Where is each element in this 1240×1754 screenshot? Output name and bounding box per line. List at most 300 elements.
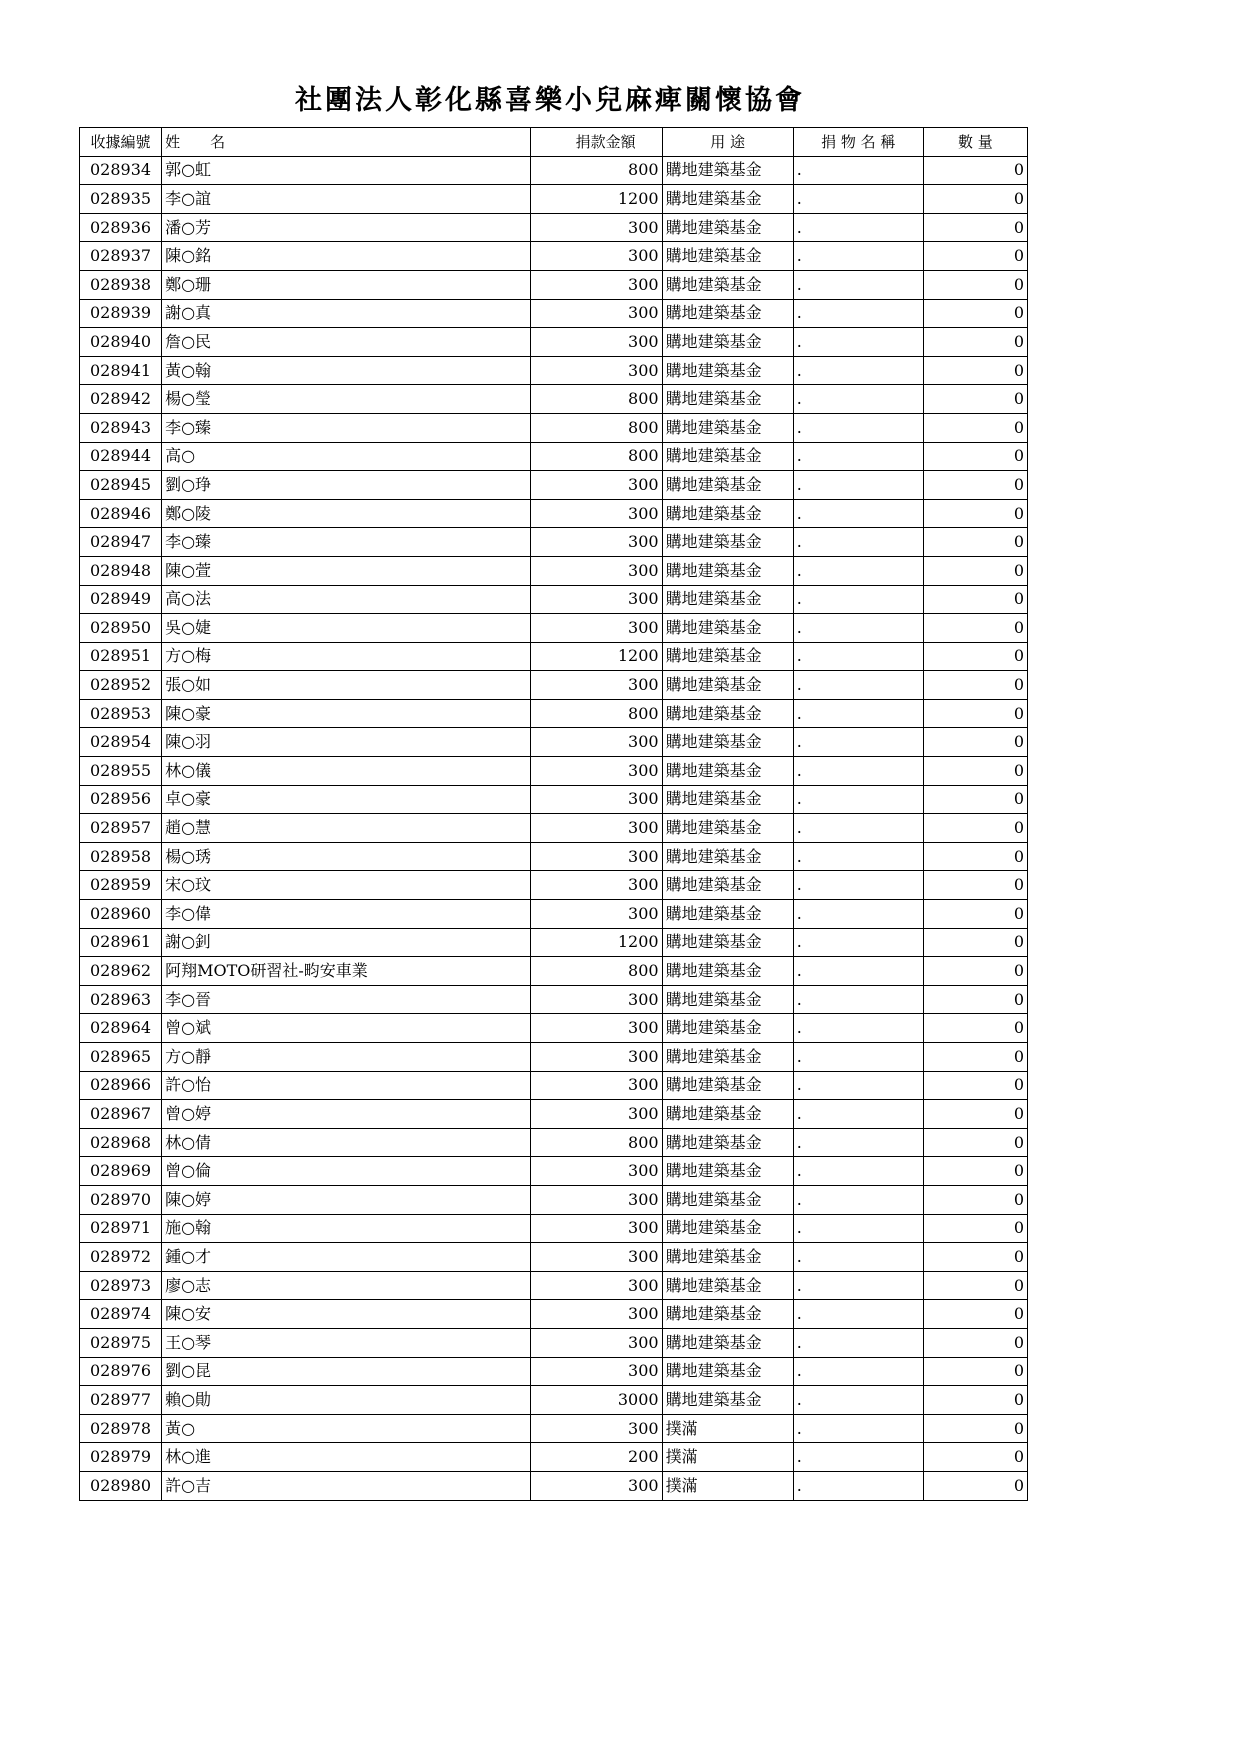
table-row xyxy=(80,1443,1028,1472)
purpose-cell: 購地建築基金 xyxy=(662,1071,793,1100)
purpose-cell: 購地建築基金 xyxy=(662,985,793,1014)
receipt-no-cell: 028957 xyxy=(80,814,162,843)
item-name-cell: . xyxy=(793,1386,923,1415)
amount-cell: 300 xyxy=(531,242,662,271)
donor-name-cell: 楊○瑩 xyxy=(162,385,531,414)
quantity-cell: 0 xyxy=(923,499,1027,528)
table-row xyxy=(80,1271,1028,1300)
item-name-cell: . xyxy=(793,1271,923,1300)
donor-name-cell: 李○偉 xyxy=(162,900,531,929)
quantity-cell: 0 xyxy=(923,900,1027,929)
table-row xyxy=(80,385,1028,414)
item-name-cell: . xyxy=(793,413,923,442)
receipt-no-cell: 028980 xyxy=(80,1471,162,1500)
receipt-no-cell: 028960 xyxy=(80,900,162,929)
amount-cell: 300 xyxy=(531,1043,662,1072)
item-name-cell: . xyxy=(793,328,923,357)
item-name-cell: . xyxy=(793,900,923,929)
purpose-cell: 購地建築基金 xyxy=(662,356,793,385)
quantity-cell: 0 xyxy=(923,1014,1027,1043)
donor-name-cell: 郭○虹 xyxy=(162,156,531,185)
table-row xyxy=(80,299,1028,328)
donor-name-cell: 李○臻 xyxy=(162,528,531,557)
donor-name-cell: 宋○玟 xyxy=(162,871,531,900)
purpose-cell: 購地建築基金 xyxy=(662,185,793,214)
purpose-cell: 購地建築基金 xyxy=(662,1271,793,1300)
item-name-cell: . xyxy=(793,1214,923,1243)
receipt-no-cell: 028953 xyxy=(80,699,162,728)
receipt-no-cell: 028941 xyxy=(80,356,162,385)
table-row xyxy=(80,413,1028,442)
donor-name-cell: 黃○翰 xyxy=(162,356,531,385)
donor-name-cell: 林○儀 xyxy=(162,757,531,786)
table-row xyxy=(80,270,1028,299)
table-row xyxy=(80,671,1028,700)
donor-name-cell: 趙○慧 xyxy=(162,814,531,843)
receipt-no-cell: 028975 xyxy=(80,1328,162,1357)
donor-name-cell: 賴○勛 xyxy=(162,1386,531,1415)
amount-cell: 300 xyxy=(531,671,662,700)
quantity-cell: 0 xyxy=(923,1271,1027,1300)
amount-cell: 300 xyxy=(531,871,662,900)
table-row xyxy=(80,1386,1028,1415)
item-name-cell: . xyxy=(793,1243,923,1272)
table-row xyxy=(80,785,1028,814)
item-name-cell: . xyxy=(793,213,923,242)
amount-cell: 300 xyxy=(531,842,662,871)
amount-cell: 300 xyxy=(531,1214,662,1243)
purpose-cell: 購地建築基金 xyxy=(662,871,793,900)
table-row xyxy=(80,156,1028,185)
donor-name-cell: 鄭○陵 xyxy=(162,499,531,528)
quantity-cell: 0 xyxy=(923,213,1027,242)
quantity-cell: 0 xyxy=(923,671,1027,700)
table-row xyxy=(80,614,1028,643)
item-name-cell: . xyxy=(793,1071,923,1100)
quantity-cell: 0 xyxy=(923,528,1027,557)
receipt-no-cell: 028940 xyxy=(80,328,162,357)
purpose-cell: 購地建築基金 xyxy=(662,642,793,671)
item-name-cell: . xyxy=(793,728,923,757)
receipt-no-cell: 028958 xyxy=(80,842,162,871)
donor-name-cell: 曾○婷 xyxy=(162,1100,531,1129)
donor-name-cell: 鍾○才 xyxy=(162,1243,531,1272)
amount-cell: 300 xyxy=(531,1328,662,1357)
table-row xyxy=(80,442,1028,471)
donor-name-cell: 陳○銘 xyxy=(162,242,531,271)
amount-cell: 300 xyxy=(531,528,662,557)
purpose-cell: 購地建築基金 xyxy=(662,1100,793,1129)
table-row xyxy=(80,1357,1028,1386)
table-row xyxy=(80,1243,1028,1272)
receipt-no-cell: 028936 xyxy=(80,213,162,242)
quantity-cell: 0 xyxy=(923,928,1027,957)
quantity-cell: 0 xyxy=(923,1185,1027,1214)
table-row xyxy=(80,1185,1028,1214)
purpose-cell: 購地建築基金 xyxy=(662,1300,793,1329)
item-name-cell: . xyxy=(793,1357,923,1386)
donor-name-cell: 曾○斌 xyxy=(162,1014,531,1043)
purpose-cell: 撲滿 xyxy=(662,1443,793,1472)
quantity-cell: 0 xyxy=(923,471,1027,500)
donor-name-cell: 廖○志 xyxy=(162,1271,531,1300)
donor-name-cell: 林○倩 xyxy=(162,1128,531,1157)
amount-cell: 300 xyxy=(531,328,662,357)
item-name-cell: . xyxy=(793,1128,923,1157)
table-row xyxy=(80,957,1028,986)
receipt-no-cell: 028944 xyxy=(80,442,162,471)
quantity-cell: 0 xyxy=(923,1157,1027,1186)
quantity-cell: 0 xyxy=(923,1471,1027,1500)
receipt-no-cell: 028959 xyxy=(80,871,162,900)
amount-cell: 300 xyxy=(531,728,662,757)
donor-name-cell: 陳○萱 xyxy=(162,556,531,585)
table-row xyxy=(80,642,1028,671)
purpose-cell: 購地建築基金 xyxy=(662,1214,793,1243)
receipt-no-cell: 028969 xyxy=(80,1157,162,1186)
purpose-cell: 購地建築基金 xyxy=(662,270,793,299)
amount-cell: 800 xyxy=(531,699,662,728)
quantity-cell: 0 xyxy=(923,1043,1027,1072)
table-row xyxy=(80,471,1028,500)
quantity-cell: 0 xyxy=(923,385,1027,414)
receipt-no-cell: 028943 xyxy=(80,413,162,442)
purpose-cell: 購地建築基金 xyxy=(662,1043,793,1072)
quantity-cell: 0 xyxy=(923,728,1027,757)
item-name-cell: . xyxy=(793,356,923,385)
purpose-cell: 購地建築基金 xyxy=(662,814,793,843)
receipt-no-cell: 028947 xyxy=(80,528,162,557)
purpose-cell: 購地建築基金 xyxy=(662,1243,793,1272)
receipt-no-cell: 028946 xyxy=(80,499,162,528)
table-row xyxy=(80,328,1028,357)
quantity-cell: 0 xyxy=(923,985,1027,1014)
amount-cell: 3000 xyxy=(531,1386,662,1415)
quantity-cell: 0 xyxy=(923,299,1027,328)
receipt-no-cell: 028961 xyxy=(80,928,162,957)
page-title: 社團法人彰化縣喜樂小兒麻痺關懷協會 xyxy=(295,85,805,116)
item-name-cell: . xyxy=(793,785,923,814)
purpose-cell: 購地建築基金 xyxy=(662,900,793,929)
item-name-cell: . xyxy=(793,442,923,471)
item-name-cell: . xyxy=(793,957,923,986)
header-amount: 捐款金額 xyxy=(531,128,662,157)
quantity-cell: 0 xyxy=(923,1214,1027,1243)
item-name-cell: . xyxy=(793,871,923,900)
quantity-cell: 0 xyxy=(923,442,1027,471)
table-row xyxy=(80,1014,1028,1043)
item-name-cell: . xyxy=(793,1443,923,1472)
table-row xyxy=(80,871,1028,900)
purpose-cell: 購地建築基金 xyxy=(662,213,793,242)
quantity-cell: 0 xyxy=(923,1443,1027,1472)
receipt-no-cell: 028939 xyxy=(80,299,162,328)
receipt-no-cell: 028963 xyxy=(80,985,162,1014)
donor-name-cell: 劉○琤 xyxy=(162,471,531,500)
table-row xyxy=(80,528,1028,557)
item-name-cell: . xyxy=(793,928,923,957)
quantity-cell: 0 xyxy=(923,1328,1027,1357)
receipt-no-cell: 028979 xyxy=(80,1443,162,1472)
amount-cell: 300 xyxy=(531,299,662,328)
receipt-no-cell: 028976 xyxy=(80,1357,162,1386)
purpose-cell: 購地建築基金 xyxy=(662,728,793,757)
purpose-cell: 購地建築基金 xyxy=(662,1328,793,1357)
table-row xyxy=(80,242,1028,271)
item-name-cell: . xyxy=(793,699,923,728)
purpose-cell: 撲滿 xyxy=(662,1414,793,1443)
item-name-cell: . xyxy=(793,471,923,500)
table-row xyxy=(80,499,1028,528)
quantity-cell: 0 xyxy=(923,556,1027,585)
receipt-no-cell: 028954 xyxy=(80,728,162,757)
purpose-cell: 購地建築基金 xyxy=(662,385,793,414)
item-name-cell: . xyxy=(793,556,923,585)
quantity-cell: 0 xyxy=(923,1071,1027,1100)
receipt-no-cell: 028971 xyxy=(80,1214,162,1243)
item-name-cell: . xyxy=(793,1043,923,1072)
purpose-cell: 購地建築基金 xyxy=(662,1128,793,1157)
receipt-no-cell: 028973 xyxy=(80,1271,162,1300)
quantity-cell: 0 xyxy=(923,156,1027,185)
quantity-cell: 0 xyxy=(923,699,1027,728)
receipt-no-cell: 028945 xyxy=(80,471,162,500)
header-name: 姓 名 xyxy=(162,128,531,157)
table-row xyxy=(80,699,1028,728)
table-header-row xyxy=(80,128,1028,157)
donor-name-cell: 謝○真 xyxy=(162,299,531,328)
item-name-cell: . xyxy=(793,1185,923,1214)
receipt-no-cell: 028938 xyxy=(80,270,162,299)
receipt-no-cell: 028935 xyxy=(80,185,162,214)
table-row xyxy=(80,814,1028,843)
amount-cell: 300 xyxy=(531,585,662,614)
receipt-no-cell: 028964 xyxy=(80,1014,162,1043)
purpose-cell: 購地建築基金 xyxy=(662,842,793,871)
amount-cell: 300 xyxy=(531,1357,662,1386)
amount-cell: 300 xyxy=(531,499,662,528)
donor-name-cell: 楊○琇 xyxy=(162,842,531,871)
table-row xyxy=(80,556,1028,585)
purpose-cell: 購地建築基金 xyxy=(662,1014,793,1043)
quantity-cell: 0 xyxy=(923,757,1027,786)
quantity-cell: 0 xyxy=(923,328,1027,357)
amount-cell: 800 xyxy=(531,413,662,442)
table-row xyxy=(80,1100,1028,1129)
table-row xyxy=(80,1128,1028,1157)
purpose-cell: 購地建築基金 xyxy=(662,156,793,185)
purpose-cell: 購地建築基金 xyxy=(662,1185,793,1214)
amount-cell: 300 xyxy=(531,757,662,786)
receipt-no-cell: 028949 xyxy=(80,585,162,614)
donor-name-cell: 謝○釗 xyxy=(162,928,531,957)
purpose-cell: 購地建築基金 xyxy=(662,1157,793,1186)
purpose-cell: 購地建築基金 xyxy=(662,499,793,528)
amount-cell: 300 xyxy=(531,1414,662,1443)
donor-name-cell: 黃○ xyxy=(162,1414,531,1443)
item-name-cell: . xyxy=(793,1300,923,1329)
quantity-cell: 0 xyxy=(923,1128,1027,1157)
item-name-cell: . xyxy=(793,1471,923,1500)
item-name-cell: . xyxy=(793,671,923,700)
amount-cell: 300 xyxy=(531,900,662,929)
donor-name-cell: 劉○昆 xyxy=(162,1357,531,1386)
quantity-cell: 0 xyxy=(923,185,1027,214)
amount-cell: 300 xyxy=(531,1071,662,1100)
donor-name-cell: 李○晉 xyxy=(162,985,531,1014)
receipt-no-cell: 028970 xyxy=(80,1185,162,1214)
amount-cell: 1200 xyxy=(531,928,662,957)
item-name-cell: . xyxy=(793,842,923,871)
amount-cell: 300 xyxy=(531,471,662,500)
table-row xyxy=(80,356,1028,385)
item-name-cell: . xyxy=(793,385,923,414)
amount-cell: 300 xyxy=(531,614,662,643)
purpose-cell: 購地建築基金 xyxy=(662,699,793,728)
donor-name-cell: 陳○婷 xyxy=(162,1185,531,1214)
purpose-cell: 購地建築基金 xyxy=(662,413,793,442)
receipt-no-cell: 028965 xyxy=(80,1043,162,1072)
purpose-cell: 購地建築基金 xyxy=(662,556,793,585)
purpose-cell: 購地建築基金 xyxy=(662,785,793,814)
amount-cell: 300 xyxy=(531,814,662,843)
amount-cell: 300 xyxy=(531,1100,662,1129)
amount-cell: 800 xyxy=(531,1128,662,1157)
item-name-cell: . xyxy=(793,757,923,786)
quantity-cell: 0 xyxy=(923,1357,1027,1386)
donor-name-cell: 高○ xyxy=(162,442,531,471)
item-name-cell: . xyxy=(793,614,923,643)
purpose-cell: 購地建築基金 xyxy=(662,671,793,700)
donor-name-cell: 方○靜 xyxy=(162,1043,531,1072)
quantity-cell: 0 xyxy=(923,585,1027,614)
quantity-cell: 0 xyxy=(923,270,1027,299)
header-item-name: 捐 物 名 稱 xyxy=(793,128,923,157)
item-name-cell: . xyxy=(793,1328,923,1357)
item-name-cell: . xyxy=(793,1100,923,1129)
donor-name-cell: 施○翰 xyxy=(162,1214,531,1243)
receipt-no-cell: 028956 xyxy=(80,785,162,814)
table-row xyxy=(80,900,1028,929)
purpose-cell: 購地建築基金 xyxy=(662,614,793,643)
quantity-cell: 0 xyxy=(923,356,1027,385)
table-row xyxy=(80,842,1028,871)
quantity-cell: 0 xyxy=(923,642,1027,671)
purpose-cell: 購地建築基金 xyxy=(662,242,793,271)
donor-name-cell: 林○進 xyxy=(162,1443,531,1472)
donation-table xyxy=(79,127,1028,1501)
item-name-cell: . xyxy=(793,270,923,299)
amount-cell: 300 xyxy=(531,556,662,585)
donor-name-cell: 李○臻 xyxy=(162,413,531,442)
quantity-cell: 0 xyxy=(923,1243,1027,1272)
amount-cell: 800 xyxy=(531,156,662,185)
donor-name-cell: 鄭○珊 xyxy=(162,270,531,299)
amount-cell: 300 xyxy=(531,1300,662,1329)
donor-name-cell: 方○梅 xyxy=(162,642,531,671)
amount-cell: 300 xyxy=(531,356,662,385)
amount-cell: 300 xyxy=(531,270,662,299)
donor-name-cell: 卓○豪 xyxy=(162,785,531,814)
quantity-cell: 0 xyxy=(923,814,1027,843)
receipt-no-cell: 028955 xyxy=(80,757,162,786)
header-receipt-no: 收據編號 xyxy=(80,128,162,157)
purpose-cell: 購地建築基金 xyxy=(662,757,793,786)
amount-cell: 1200 xyxy=(531,642,662,671)
quantity-cell: 0 xyxy=(923,413,1027,442)
purpose-cell: 購地建築基金 xyxy=(662,585,793,614)
purpose-cell: 購地建築基金 xyxy=(662,957,793,986)
donor-name-cell: 王○琴 xyxy=(162,1328,531,1357)
purpose-cell: 購地建築基金 xyxy=(662,528,793,557)
table-row xyxy=(80,1071,1028,1100)
item-name-cell: . xyxy=(793,1157,923,1186)
amount-cell: 800 xyxy=(531,442,662,471)
item-name-cell: . xyxy=(793,499,923,528)
amount-cell: 300 xyxy=(531,985,662,1014)
quantity-cell: 0 xyxy=(923,614,1027,643)
item-name-cell: . xyxy=(793,156,923,185)
table-row xyxy=(80,1157,1028,1186)
amount-cell: 800 xyxy=(531,957,662,986)
receipt-no-cell: 028942 xyxy=(80,385,162,414)
donor-name-cell: 潘○芳 xyxy=(162,213,531,242)
table-row xyxy=(80,1300,1028,1329)
item-name-cell: . xyxy=(793,814,923,843)
item-name-cell: . xyxy=(793,985,923,1014)
table-row xyxy=(80,185,1028,214)
quantity-cell: 0 xyxy=(923,1414,1027,1443)
amount-cell: 300 xyxy=(531,1157,662,1186)
receipt-no-cell: 028968 xyxy=(80,1128,162,1157)
table-row xyxy=(80,1414,1028,1443)
donor-name-cell: 李○誼 xyxy=(162,185,531,214)
amount-cell: 200 xyxy=(531,1443,662,1472)
donor-name-cell: 許○吉 xyxy=(162,1471,531,1500)
item-name-cell: . xyxy=(793,585,923,614)
amount-cell: 800 xyxy=(531,385,662,414)
item-name-cell: . xyxy=(793,299,923,328)
donor-name-cell: 許○怡 xyxy=(162,1071,531,1100)
amount-cell: 300 xyxy=(531,1471,662,1500)
item-name-cell: . xyxy=(793,1014,923,1043)
table-row xyxy=(80,728,1028,757)
purpose-cell: 購地建築基金 xyxy=(662,328,793,357)
purpose-cell: 購地建築基金 xyxy=(662,1357,793,1386)
receipt-no-cell: 028951 xyxy=(80,642,162,671)
receipt-no-cell: 028937 xyxy=(80,242,162,271)
receipt-no-cell: 028952 xyxy=(80,671,162,700)
table-row xyxy=(80,985,1028,1014)
donor-name-cell: 阿翔MOTO研習社-畇安車業 xyxy=(162,957,531,986)
quantity-cell: 0 xyxy=(923,1300,1027,1329)
donor-name-cell: 陳○豪 xyxy=(162,699,531,728)
quantity-cell: 0 xyxy=(923,957,1027,986)
table-row xyxy=(80,1328,1028,1357)
amount-cell: 300 xyxy=(531,1185,662,1214)
amount-cell: 300 xyxy=(531,1243,662,1272)
receipt-no-cell: 028974 xyxy=(80,1300,162,1329)
table-row xyxy=(80,213,1028,242)
table-row xyxy=(80,757,1028,786)
purpose-cell: 購地建築基金 xyxy=(662,471,793,500)
quantity-cell: 0 xyxy=(923,242,1027,271)
header-purpose: 用 途 xyxy=(662,128,793,157)
receipt-no-cell: 028967 xyxy=(80,1100,162,1129)
table-row xyxy=(80,928,1028,957)
receipt-no-cell: 028950 xyxy=(80,614,162,643)
purpose-cell: 購地建築基金 xyxy=(662,928,793,957)
